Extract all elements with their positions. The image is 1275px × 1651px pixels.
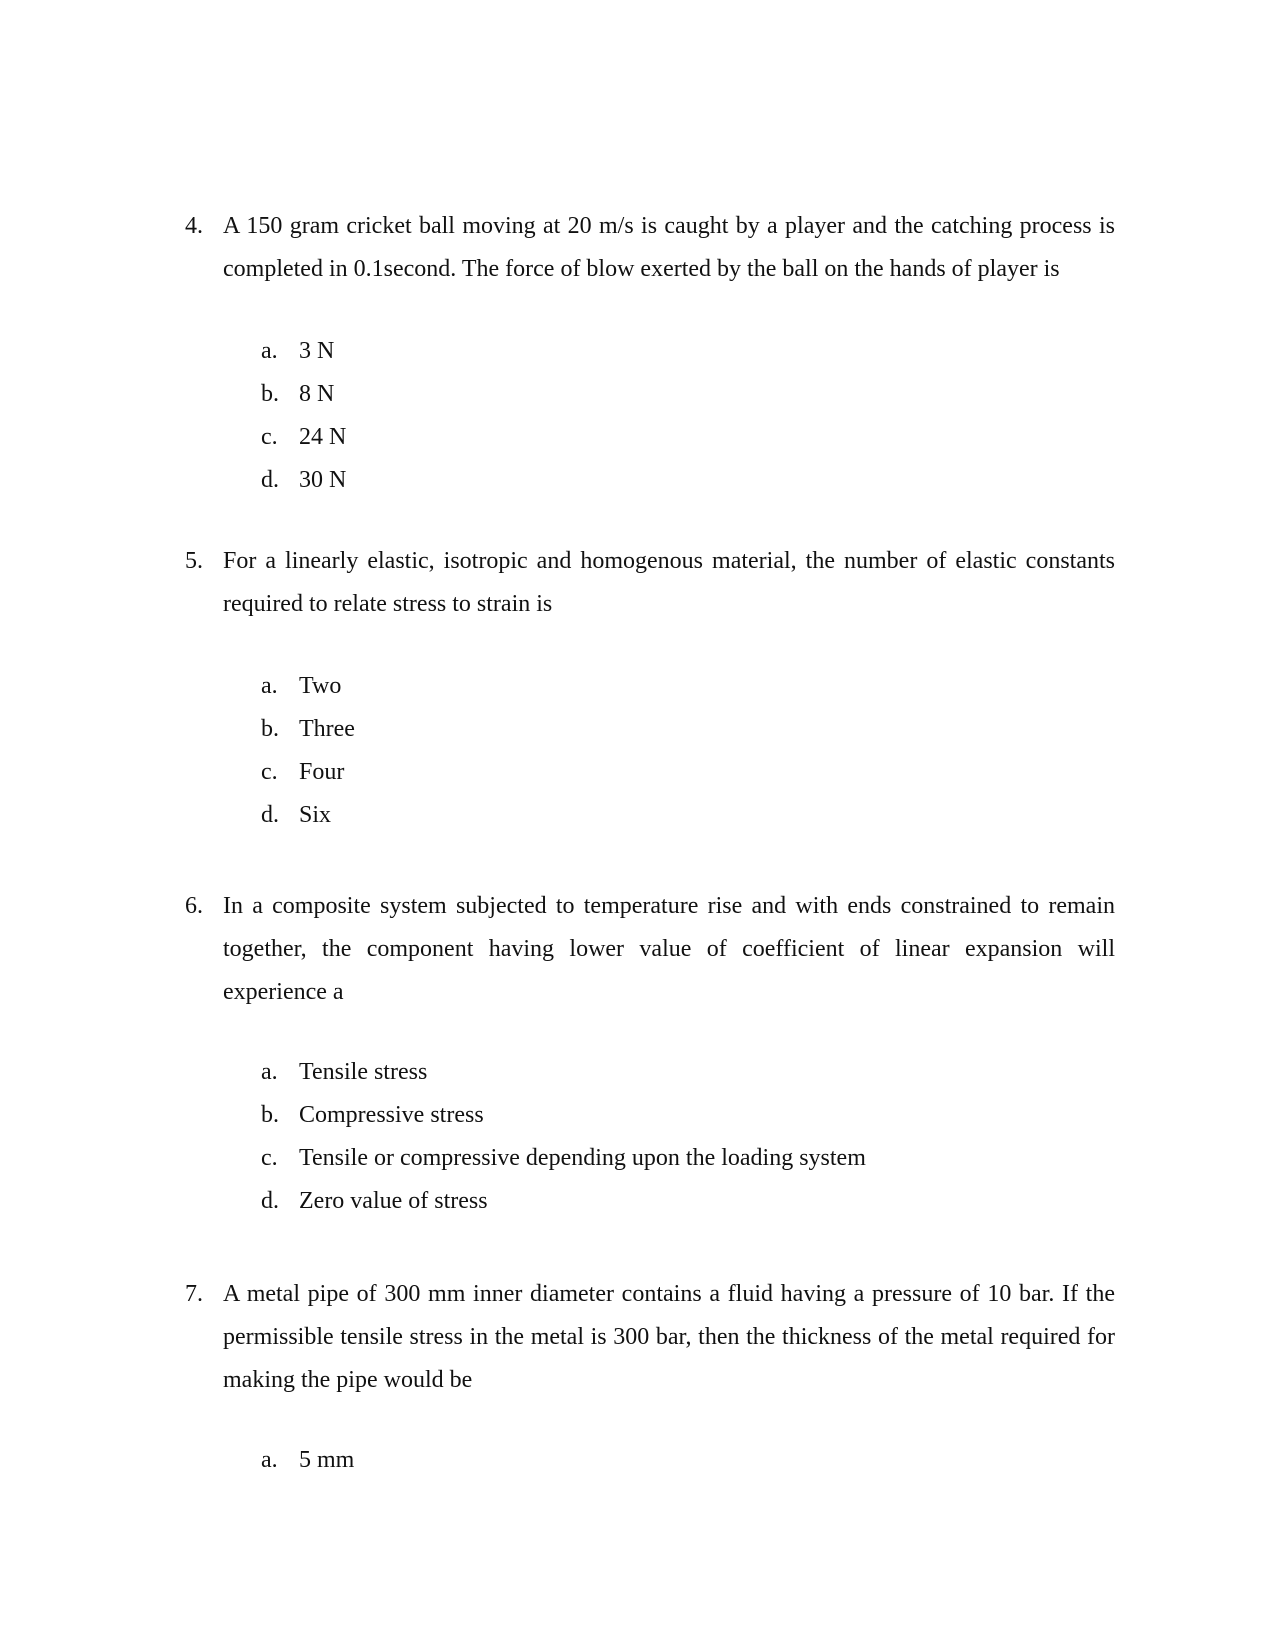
option-text: Three bbox=[299, 716, 355, 742]
option-letter: b. bbox=[261, 381, 279, 407]
question-5 bbox=[185, 540, 1115, 626]
question-number: 6. bbox=[185, 893, 203, 919]
option-letter: c. bbox=[261, 424, 278, 450]
question-6 bbox=[185, 885, 1115, 1014]
option-text: 5 mm bbox=[299, 1447, 355, 1473]
option-text: Tensile or compressive depending upon the loading system bbox=[299, 1145, 866, 1171]
option-text: Two bbox=[299, 673, 342, 699]
option-text: Six bbox=[299, 802, 332, 828]
option-letter: a. bbox=[261, 338, 278, 364]
option-text: 24 N bbox=[299, 424, 347, 450]
question-text: A 150 gram cricket ball moving at 20 m/s is caught by a player and the catching process is completed in 0.1second. The force of blow exerted by the ball on the hands of player is bbox=[223, 213, 1115, 282]
question-4 bbox=[185, 205, 1115, 291]
option-text: 3 N bbox=[299, 338, 335, 364]
option-letter: b. bbox=[261, 1102, 279, 1128]
option-letter: c. bbox=[261, 759, 278, 785]
question-text: A metal pipe of 300 mm inner diameter contains a fluid having a pressure of 10 bar. If the permissible tensile stress in the metal is 300 bar, then the thickness of the metal required for making the pipe would be bbox=[223, 1281, 1115, 1393]
option-letter: d. bbox=[261, 1188, 279, 1214]
question-number: 5. bbox=[185, 548, 203, 574]
question-7 bbox=[185, 1273, 1115, 1402]
option-letter: a. bbox=[261, 673, 278, 699]
question-text: In a composite system subjected to temperature rise and with ends constrained to remain together, the component having lower value of coefficient of linear expansion will experience a bbox=[223, 893, 1115, 1005]
option-letter: a. bbox=[261, 1059, 278, 1085]
option-text: 30 N bbox=[299, 467, 347, 493]
question-number: 7. bbox=[185, 1281, 203, 1307]
option-text: Zero value of stress bbox=[299, 1188, 488, 1214]
option-text: Compressive stress bbox=[299, 1102, 484, 1128]
question-text: For a linearly elastic, isotropic and homogenous material, the number of elastic constants required to relate stress to strain is bbox=[223, 548, 1115, 617]
option-text: Tensile stress bbox=[299, 1059, 428, 1085]
option-letter: a. bbox=[261, 1447, 278, 1473]
option-letter: b. bbox=[261, 716, 279, 742]
option-text: 8 N bbox=[299, 381, 335, 407]
option-letter: c. bbox=[261, 1145, 278, 1171]
option-text: Four bbox=[299, 759, 345, 785]
question-number: 4. bbox=[185, 213, 203, 239]
option-letter: d. bbox=[261, 802, 279, 828]
option-letter: d. bbox=[261, 467, 279, 493]
